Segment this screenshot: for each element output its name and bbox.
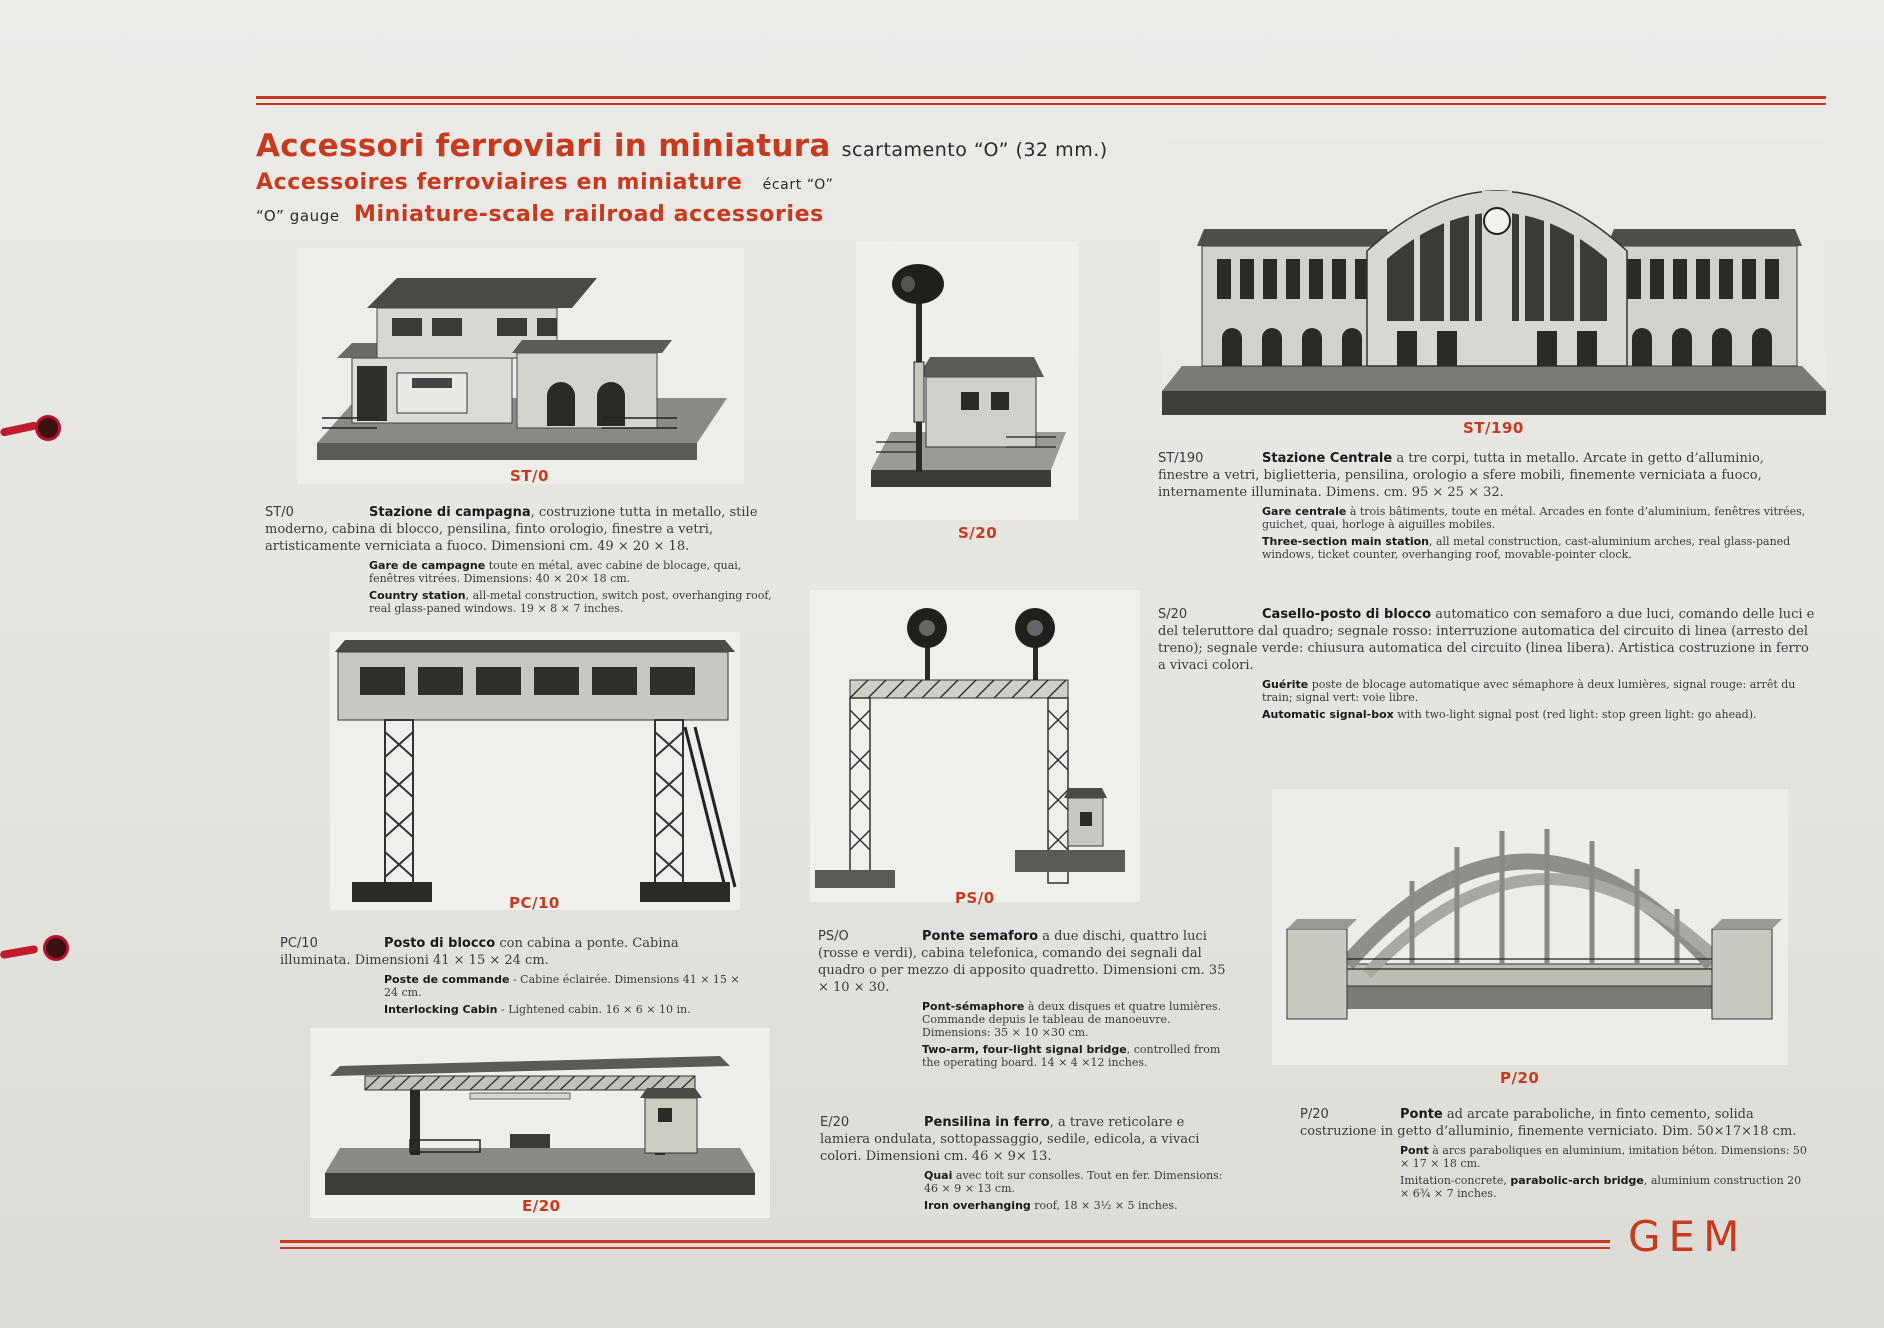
caption-pc10: PC/10 [509, 894, 560, 912]
title-italian: Accessori ferroviari in miniatura [256, 128, 831, 164]
desc-pc10-french [280, 973, 750, 999]
desc-s20-english [1158, 708, 1818, 721]
desc-p20 [1300, 1106, 1810, 1200]
title-english: Miniature-scale railroad accessories [353, 202, 824, 227]
desc-pc10-name-en: Interlocking Cabin [384, 1003, 498, 1016]
desc-e20-text-it: , a trave reticolare e lamiera ondulata, sottopassaggio, sedile, edicola, a vivaci colori. Dimensioni cm. 46 × 9× 13. [820, 1115, 1200, 1164]
title-french-sub: écart “O” [762, 177, 834, 193]
desc-p20-name-it: Ponte [1400, 1107, 1443, 1122]
bottom-rule [280, 1240, 1610, 1243]
arch-bridge-illustration [1272, 789, 1788, 1065]
desc-st190-english [1158, 535, 1818, 561]
platform-shelter-illustration [310, 1028, 770, 1218]
desc-st190 [1158, 450, 1818, 561]
desc-e20-text-en: roof, 18 × 3½ × 5 inches. [1030, 1199, 1178, 1212]
desc-s20-name-it: Casello-posto di blocco [1262, 607, 1432, 622]
desc-e20-name-en: Iron overhanging [924, 1199, 1031, 1212]
desc-st0-text-it: , costruzione tutta in metallo, stile moderno, cabina di blocco, pensilina, finto orologio, finestre a vetri, artisticamente verniciata a fuoco. Dimensioni cm. 49 × 20 × 18. [265, 505, 758, 554]
desc-st0-name-fr: Gare de campagne [369, 559, 486, 572]
desc-e20-code: E/20 [820, 1115, 850, 1130]
desc-st0-name-it: Stazione di campagna [369, 505, 531, 520]
desc-e20-french [820, 1169, 1230, 1195]
desc-ps0-name-fr: Pont-sémaphore [922, 1000, 1025, 1013]
caption-s20: S/20 [958, 524, 998, 542]
desc-e20-italian [820, 1114, 1230, 1165]
desc-s20-french [1158, 678, 1818, 704]
country-station-illustration [297, 248, 744, 484]
desc-st190-text-en: , all metal construction, cast-aluminium arches, real glass-paned windows, ticket counter, overhanging roof, movable-pointer clock. [1262, 535, 1791, 561]
desc-ps0-name-en: Two-arm, four-light signal bridge [922, 1043, 1127, 1056]
interlocking-cabin-illustration [330, 632, 740, 910]
desc-pc10-text-fr: - Cabine éclairée. Dimensions 41 × 15 × 24 cm. [384, 973, 740, 999]
signal-bridge-illustration [810, 590, 1140, 902]
desc-ps0-english [818, 1043, 1233, 1069]
desc-p20-text-fr: à arcs paraboliques en aluminium, imitation béton. Dimensions: 50 × 17 × 18 cm. [1400, 1144, 1807, 1170]
top-rule-thin [256, 103, 1826, 105]
desc-st0-text-fr: toute en métal, avec cabine de blocage, quai, fenêtres vitrées. Dimensions: 40 × 20× 18 cm. [369, 559, 742, 585]
desc-ps0-french [818, 1000, 1233, 1039]
caption-p20: P/20 [1500, 1069, 1540, 1087]
photo-s20 [856, 242, 1078, 520]
signal-box-illustration [856, 242, 1078, 520]
desc-st0-code: ST/0 [265, 505, 294, 520]
photo-ps0 [810, 590, 1140, 902]
desc-s20-text-it: automatico con semaforo a due luci, comando delle luci e del teleruttore dal quadro; segnale rosso: interruzione automatica del circuito di linea (arresto del treno); segnale verde: chiusura automatica del circuito (linea libera). Artistica costruzione in ferro a vivaci colori. [1158, 607, 1815, 673]
bottom-rule-thin [280, 1247, 1610, 1249]
desc-pc10 [280, 935, 750, 1016]
desc-ps0 [818, 928, 1233, 1069]
desc-s20-code: S/20 [1158, 607, 1188, 622]
desc-p20-english [1300, 1174, 1810, 1200]
desc-st190-text-fr: à trois bâtiments, toute en métal. Arcades en fonte d’aluminium, fenêtres vitrées, guichet, quai, horloge à aiguilles mobiles. [1262, 505, 1806, 531]
desc-pc10-name-it: Posto di blocco [384, 936, 496, 951]
desc-pc10-english [280, 1003, 750, 1016]
desc-e20-english [820, 1199, 1230, 1212]
central-station-illustration [1162, 141, 1826, 415]
top-rule [256, 96, 1826, 99]
desc-p20-name-en: parabolic-arch bridge [1510, 1174, 1644, 1187]
desc-ps0-text-fr: à deux disques et quatre lumières. Commande depuis le tableau de manoeuvre. Dimensions: 35 × 10 ×30 cm. [922, 1000, 1221, 1039]
binding-cord-top [0, 421, 38, 437]
title-french: Accessoires ferroviaires en miniature [256, 170, 743, 195]
gem-logo: GEM [1628, 1212, 1748, 1261]
desc-ps0-text-it: a due dischi, quattro luci (rosse e verdi), cabina telefonica, comando dei segnali dal quadro o per mezzo di apposito quadretto. Dimensioni cm. 35 × 10 × 30. [818, 929, 1226, 995]
desc-ps0-code: PS/O [818, 929, 849, 944]
desc-e20-name-fr: Quai [924, 1169, 953, 1182]
desc-p20-text-en-pre: Imitation-concrete, [1400, 1174, 1511, 1187]
title-english-line [256, 202, 824, 227]
desc-s20-italian [1158, 606, 1818, 674]
title-french-line [256, 170, 833, 195]
desc-st0-italian [265, 504, 790, 555]
desc-st190-french [1158, 505, 1818, 531]
desc-st0-name-en: Country station [369, 589, 466, 602]
desc-s20-name-fr: Guérite [1262, 678, 1309, 691]
desc-s20 [1158, 606, 1818, 721]
desc-e20-name-it: Pensilina in ferro [924, 1115, 1050, 1130]
desc-ps0-name-it: Ponte semaforo [922, 929, 1039, 944]
desc-p20-italian [1300, 1106, 1810, 1140]
desc-st190-name-it: Stazione Centrale [1262, 451, 1393, 466]
binding-hole-bottom [46, 938, 66, 958]
desc-p20-text-en: , aluminium construction 20 × 6¾ × 7 inches. [1400, 1174, 1802, 1200]
photo-p20 [1272, 789, 1788, 1065]
desc-st0-text-en: , all-metal construction, switch post, overhanging roof, real glass-paned windows. 19 × 8 × 7 inches. [369, 589, 772, 615]
desc-st190-code: ST/190 [1158, 451, 1204, 466]
desc-st190-name-fr: Gare centrale [1262, 505, 1347, 518]
desc-pc10-italian [280, 935, 750, 969]
desc-s20-text-fr: poste de blocage automatique avec sémaphore à deux lumières, signal rouge: arrêt du train; signal vert: voie libre. [1262, 678, 1796, 704]
desc-st190-name-en: Three-section main station [1262, 535, 1429, 548]
desc-st190-text-it: a tre corpi, tutta in metallo. Arcate in getto d’alluminio, finestre a vetri, biglietteria, pensilina, orologio a sfere mobili, finemente verniciata a fuoco, internamente illuminata. Dimens. cm. 95 × 25 × 32. [1158, 451, 1764, 500]
binding-cord-bottom [0, 945, 38, 959]
desc-p20-name-fr: Pont [1400, 1144, 1429, 1157]
desc-pc10-code: PC/10 [280, 936, 318, 951]
desc-p20-text-it: ad arcate paraboliche, in finto cemento, solida costruzione in getto d’alluminio, finemente verniciato. Dim. 50×17×18 cm. [1300, 1107, 1797, 1139]
desc-ps0-italian [818, 928, 1233, 996]
desc-e20 [820, 1114, 1230, 1212]
caption-st190: ST/190 [1463, 419, 1524, 437]
desc-st0-french [265, 559, 790, 585]
desc-s20-text-en: with two-light signal post (red light: stop green light: go ahead). [1393, 708, 1757, 721]
title-english-prefix: “O” gauge [256, 207, 340, 225]
binding-hole-top [38, 418, 58, 438]
photo-st190 [1162, 141, 1826, 415]
title-italian-sub: scartamento “O” (32 mm.) [841, 139, 1108, 161]
caption-st0: ST/0 [510, 467, 549, 485]
photo-e20 [310, 1028, 770, 1218]
desc-p20-code: P/20 [1300, 1107, 1329, 1122]
desc-ps0-text-en: , controlled from the operating board. 14 × 4 ×12 inches. [922, 1043, 1221, 1069]
desc-p20-french [1300, 1144, 1810, 1170]
caption-e20: E/20 [522, 1197, 561, 1215]
caption-ps0: PS/0 [955, 889, 995, 907]
desc-pc10-name-fr: Poste de commande [384, 973, 510, 986]
desc-st0 [265, 504, 790, 615]
desc-st190-italian [1158, 450, 1818, 501]
desc-pc10-text-en: - Lightened cabin. 16 × 6 × 10 in. [497, 1003, 691, 1016]
desc-st0-english [265, 589, 790, 615]
photo-pc10 [330, 632, 740, 910]
desc-e20-text-fr: avec toit sur consolles. Tout en fer. Dimensions: 46 × 9 × 13 cm. [924, 1169, 1223, 1195]
desc-s20-name-en: Automatic signal-box [1262, 708, 1394, 721]
desc-pc10-text-it: con cabina a ponte. Cabina illuminata. Dimensioni 41 × 15 × 24 cm. [280, 936, 679, 968]
photo-st0 [297, 248, 744, 484]
page-title [256, 128, 1108, 164]
